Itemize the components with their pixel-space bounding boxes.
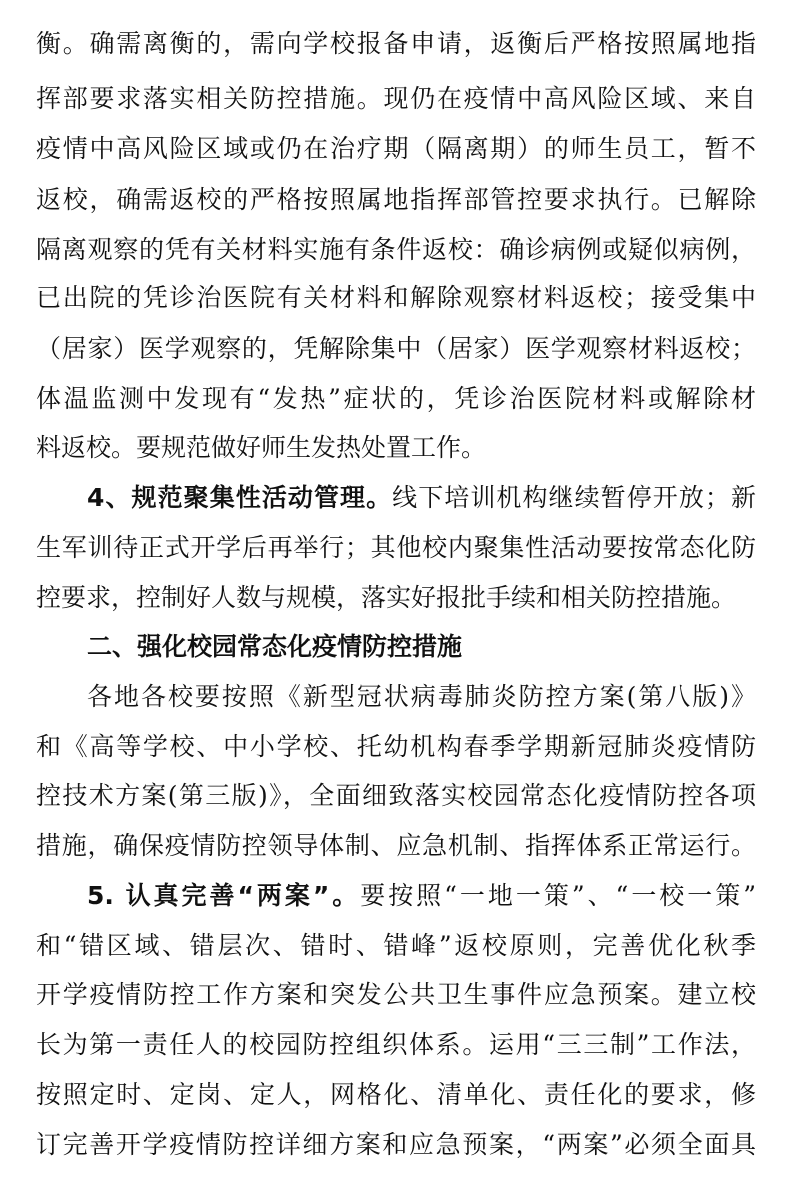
para1-line: 疫情中高风险区域或仍在治疗期（隔离期）的师生员工，暂不 [36, 134, 756, 163]
para4-first-line [87, 876, 756, 916]
para1-line: 返校，确需返校的严格按照属地指挥部管控要求执行。已解除 [36, 185, 756, 214]
para1-line: 已出院的凭诊治医院有关材料和解除观察材料返校；接受集中 [36, 283, 756, 312]
para3-line: 和《高等学校、中小学校、托幼机构春季学期新冠肺炎疫情防 [36, 732, 756, 761]
para4-line: 订完善开学疫情防控详细方案和应急预案，“两案”必须全面具 [36, 1130, 756, 1159]
para2-line: 生军训待正式开学后再举行；其他校内聚集性活动要按常态化防 [36, 533, 756, 562]
para1-line: 体温监测中发现有“发热”症状的，凭诊治医院材料或解除材 [36, 384, 756, 413]
para3-line: 措施，确保疫情防控领导体制、应急机制、指挥体系正常运行。 [36, 831, 756, 860]
para1-line: 衡。确需离衡的，需向学校报备申请，返衡后严格按照属地指 [36, 29, 756, 58]
para1-line: 隔离观察的凭有关材料实施有条件返校：确诊病例或疑似病例， [36, 235, 756, 264]
item-5-first-line-text: 要按照“一地一策”、“一校一策” [360, 881, 757, 910]
para4-line: 和“错区域、错层次、错时、错峰”返校原则，完善优化秋季 [36, 931, 756, 960]
item-5-title: 5. 认真完善“两案”。 [87, 881, 361, 910]
para1-line: 挥部要求落实相关防控措施。现仍在疫情中高风险区域、来自 [36, 84, 756, 113]
para1-line: （居家）医学观察的，凭解除集中（居家）医学观察材料返校； [36, 334, 756, 363]
para3-first-line: 各地各校要按照《新型冠状病毒肺炎防控方案(第八版)》 [87, 682, 756, 711]
section-heading: 二、强化校园常态化疫情防控措施 [87, 632, 463, 661]
item-4-title: 4、规范聚集性活动管理。 [87, 483, 393, 512]
para4-line: 长为第一责任人的校园防控组织体系。运用“三三制”工作法， [36, 1030, 756, 1059]
para4-line: 开学疫情防控工作方案和突发公共卫生事件应急预案。建立校 [36, 980, 756, 1009]
para2-first-line [87, 478, 756, 518]
para2-line: 控要求，控制好人数与规模，落实好报批手续和相关防控措施。 [36, 583, 737, 612]
para4-line: 按照定时、定岗、定人，网格化、清单化、责任化的要求，修 [36, 1080, 756, 1109]
para1-line: 料返校。要规范做好师生发热处置工作。 [36, 433, 487, 462]
para3-line: 控技术方案(第三版)》，全面细致落实校园常态化疫情防控各项 [36, 781, 756, 810]
item-4-first-line-text: 线下培训机构继续暂停开放；新 [392, 483, 756, 512]
